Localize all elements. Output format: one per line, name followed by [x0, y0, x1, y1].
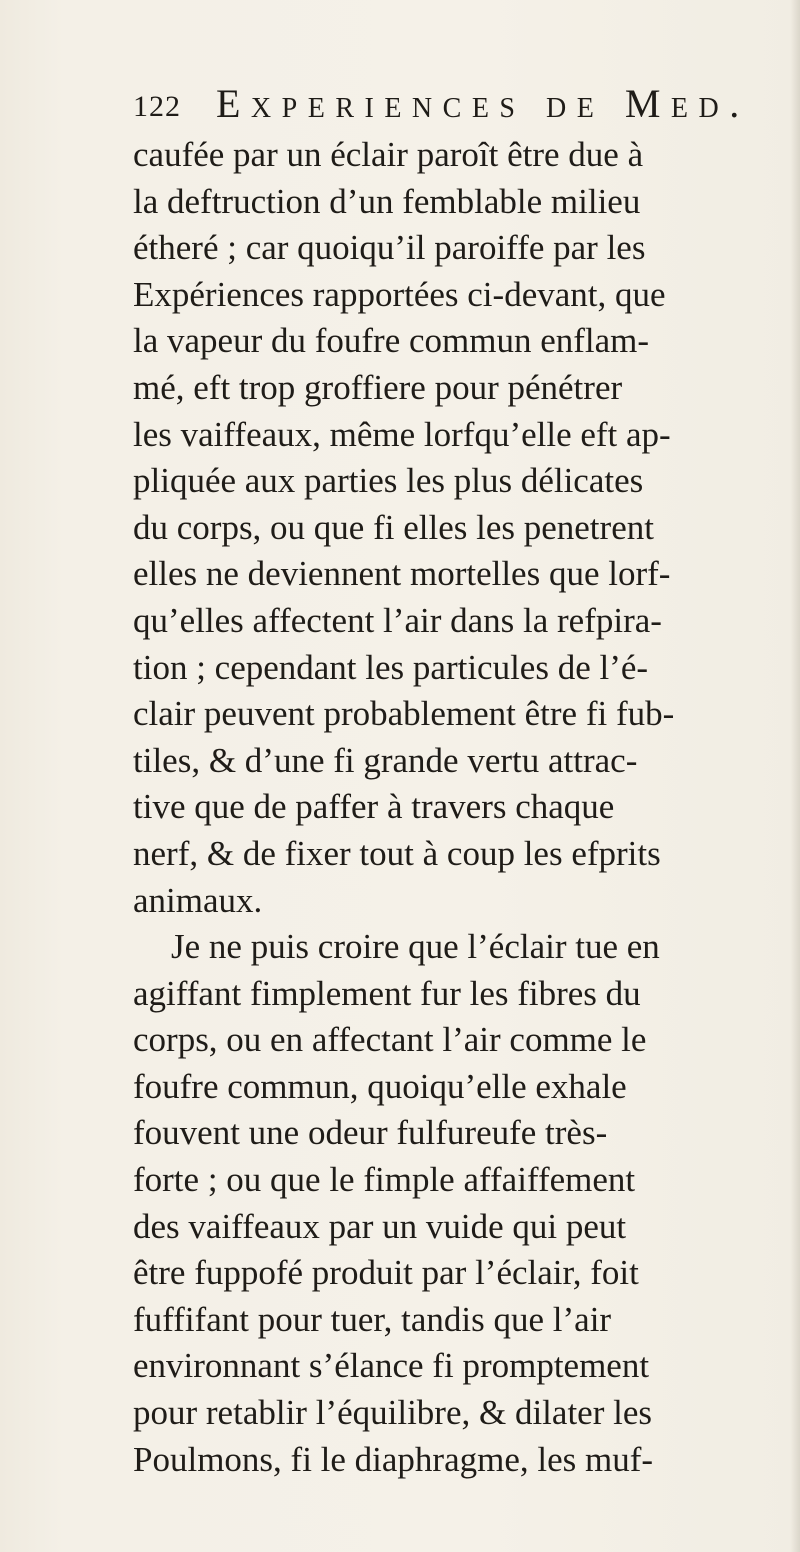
text-line: tion ; cependant les particules de l’é-	[133, 647, 649, 687]
text-line: agiffant fimplement fur les fibres du	[133, 973, 641, 1013]
text-line: des vaiffeaux par un vuide qui peut	[133, 1206, 627, 1246]
text-line: mé, eft trop groffiere pour pénétrer	[133, 367, 623, 407]
text-line: forte ; ou que le fimple affaiffement	[133, 1160, 636, 1200]
text-line: caufée par un éclair paroît être due à	[133, 135, 644, 174]
text-line: la deftruction d’un femblable milieu	[133, 181, 641, 221]
page-number: 122	[133, 90, 181, 123]
text-line: Poulmons, fi le diaphragme, les muf-	[133, 1439, 654, 1479]
page-header	[133, 80, 753, 130]
text-line: tive que de paffer à travers chaque	[133, 787, 615, 827]
text-line: du corps, ou que fi elles les penetrent	[133, 507, 654, 547]
text-line: être fuppofé produit par l’éclair, foit	[133, 1253, 639, 1293]
text-line: elles ne deviennent mortelles que lorf-	[133, 554, 671, 594]
paragraph-first-line: Je ne puis croire que l’éclair tue en	[171, 927, 660, 967]
running-title: Experiences de Med.	[216, 81, 750, 126]
text-line: pour retablir l’équilibre, & dilater les	[133, 1393, 652, 1433]
text-line: environnant s’élance fi promptement	[133, 1346, 650, 1386]
text-line: les vaiffeaux, même lorfqu’elle eft ap-	[133, 414, 671, 454]
text-line: corps, ou en affectant l’air comme le	[133, 1020, 647, 1060]
text-line: qu’elles affectent l’air dans la refpira-	[133, 600, 662, 640]
text-line: la vapeur du foufre commun enflam-	[133, 321, 650, 361]
body-text	[133, 132, 773, 1483]
page-edge-shadow	[790, 0, 800, 1552]
text-line: nerf, & de fixer tout à coup les efprits	[133, 833, 661, 873]
text-line: Expériences rapportées ci-devant, que	[133, 274, 666, 314]
text-line: fuffifant pour tuer, tandis que l’air	[133, 1299, 612, 1339]
text-line: animaux.	[133, 880, 263, 920]
text-line: tiles, & d’une fi grande vertu attrac-	[133, 740, 638, 780]
text-line: foufre commun, quoiqu’elle exhale	[133, 1066, 627, 1106]
text-line: fouvent une odeur fulfureufe très-	[133, 1113, 608, 1153]
text-line: clair peuvent probablement être fi fub-	[133, 694, 675, 734]
text-line: étheré ; car quoiqu’il paroiffe par les	[133, 228, 646, 268]
text-line: pliquée aux parties les plus délicates	[133, 461, 644, 501]
